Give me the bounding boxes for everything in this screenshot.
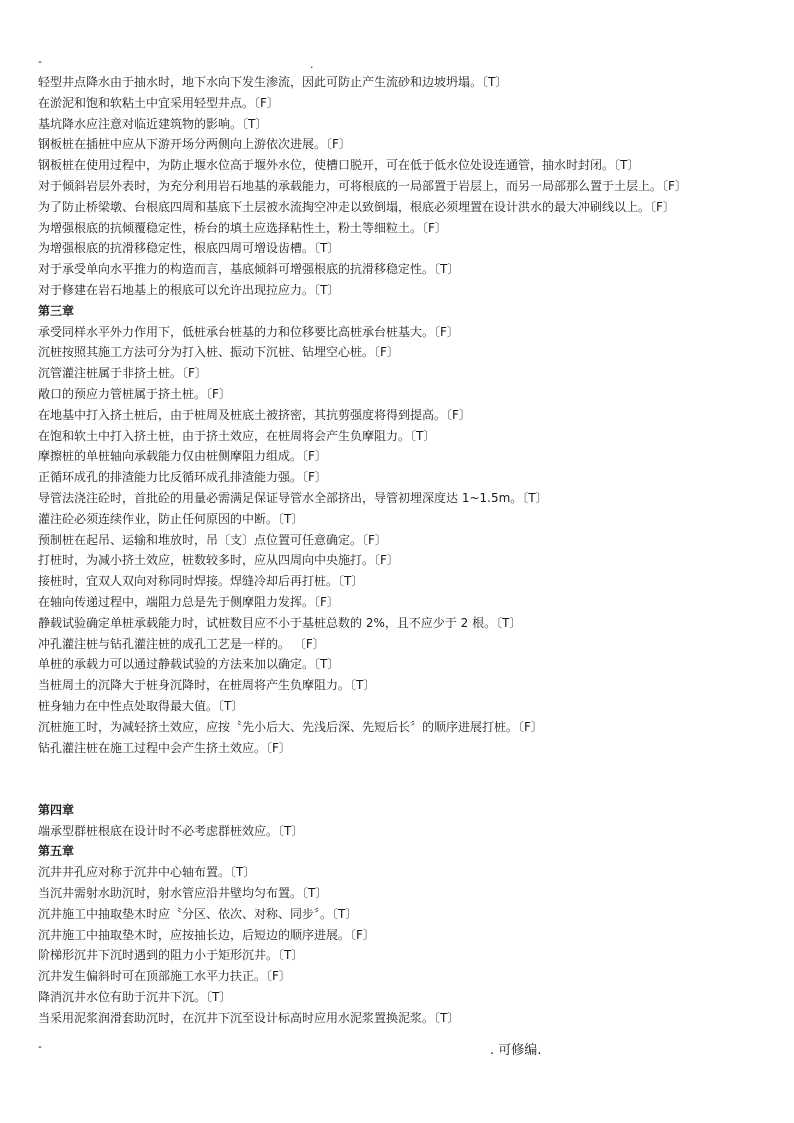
statement-line: 钻孔灌注桩在施工过程中会产生挤土效应。〔F〕 bbox=[38, 740, 291, 755]
statement-line: 降消沉井水位有助于沉井下沉。〔T〕 bbox=[38, 990, 232, 1005]
statement-line: 钢板桩在插桩中应从下游开场分两侧向上游依次进展。〔F〕 bbox=[38, 137, 351, 152]
statement-line: 为增强根底的抗滑移稳定性，根底四周可增设齿槽。〔T〕 bbox=[38, 241, 340, 256]
statement-line: 沉井施工中抽取垫木时，应按抽长边，后短边的顺序进展。〔F〕 bbox=[38, 927, 375, 942]
statement-line: 承受同样水平外力作用下，低桩承台桩基的力和位移要比高桩承台桩基大。〔F〕 bbox=[38, 324, 459, 339]
statement-line: 当采用泥浆润滑套助沉时，在沉井下沉至设计标高时应用水泥浆置换泥浆。〔T〕 bbox=[38, 1010, 460, 1025]
statement-line: 沉井井孔应对称于沉井中心轴布置。〔T〕 bbox=[38, 865, 256, 880]
statement-line: 预制桩在起吊、运输和堆放时，吊〔支〕点位置可任意确定。〔F〕 bbox=[38, 532, 387, 547]
statement-line: 接桩时，宜双人双向对称同时焊接。焊缝冷却后再打桩。〔T〕 bbox=[38, 574, 364, 589]
statement-line: 基坑降水应注意对临近建筑物的影响。〔T〕 bbox=[38, 116, 268, 131]
statement-line: 对于承受单向水平推力的构造而言，基底倾斜可增强根底的抗滑移稳定性。〔T〕 bbox=[38, 262, 460, 277]
statement-line: 导管法浇注砼时，首批砼的用量必需满足保证导管水全部挤出，导管初埋深度达 1~1.5m。〔T〕 bbox=[38, 490, 548, 505]
statement-line: 阶梯形沉井下沉时遇到的阻力小于矩形沉井。〔T〕 bbox=[38, 948, 304, 963]
statement-line: 当桩周土的沉降大于桩身沉降时，在桩周将产生负摩阻力。〔T〕 bbox=[38, 678, 376, 693]
statement-line: 冲孔灌注桩与钻孔灌注桩的成孔工艺是一样的。 〔F〕 bbox=[38, 636, 325, 651]
statement-line: 正循环成孔的排渣能力比反循环成孔排渣能力强。〔F〕 bbox=[38, 470, 327, 485]
header-dot: . bbox=[310, 58, 314, 71]
statement-line: 摩擦桩的单桩轴向承载能力仅由桩侧摩阻力组成。〔F〕 bbox=[38, 449, 327, 464]
chapter-heading: 第三章 bbox=[38, 303, 75, 318]
statement-line: 端承型群桩根底在设计时不必考虑群桩效应。〔T〕 bbox=[38, 823, 304, 838]
statement-line: 为了防止桥梁墩、台根底四周和基底下土层被水流掏空冲走以致倒塌，根底必须埋置在设计洪水的最大冲刷线以上。〔F〕 bbox=[38, 199, 675, 214]
statement-line: 沉桩施工时，为减轻挤土效应，应按〝先小后大、先浅后深、先短后长〞的顺序进展打桩。〔F〕 bbox=[38, 719, 543, 734]
chapter-heading: 第五章 bbox=[38, 844, 75, 859]
document-body bbox=[38, 72, 758, 1029]
statement-line: 对于倾斜岩层外表时，为充分利用岩石地基的承载能力，可将根底的一局部置于岩层上，而另一局部那么置于土层上。〔F〕 bbox=[38, 178, 687, 193]
statement-line: 灌注砼必须连续作业，防止任何原因的中断。〔T〕 bbox=[38, 511, 304, 526]
statement-line: 钢板桩在使用过程中，为防止堰水位高于堰外水位，使槽口脱开，可在低于低水位处设连通管，抽水时封闭。〔T〕 bbox=[38, 158, 640, 173]
statement-line: 在轴向传递过程中，端阻力总是先于侧摩阻力发挥。〔F〕 bbox=[38, 594, 339, 609]
statement-line: 在地基中打入挤土桩后，由于桩周及桩底土被挤密，其抗剪强度将得到提高。〔F〕 bbox=[38, 407, 471, 422]
footer-editable-note: . 可修编. bbox=[490, 1043, 542, 1058]
statement-line: 沉桩按照其施工方法可分为打入桩、振动下沉桩、钻埋空心桩。〔F〕 bbox=[38, 345, 399, 360]
statement-line: 静载试验确定单桩承载能力时，试桩数目应不小于基桩总数的 2%，且不应少于 2 根。〔T〕 bbox=[38, 615, 522, 630]
chapter-heading: 第四章 bbox=[38, 802, 75, 817]
statement-line: 打桩时，为减小挤土效应，桩数较多时，应从四周向中央施打。〔F〕 bbox=[38, 553, 399, 568]
statement-line: 单桩的承载力可以通过静载试验的方法来加以确定。〔T〕 bbox=[38, 657, 340, 672]
statement-line: 沉井发生偏斜时可在顶部施工水平力扶正。〔F〕 bbox=[38, 969, 291, 984]
statement-line: 桩身轴力在中性点处取得最大值。〔T〕 bbox=[38, 698, 244, 713]
statement-line: 轻型井点降水由于抽水时，地下水向下发生渗流，因此可防止产生流砂和边坡坍塌。〔T〕 bbox=[38, 75, 508, 89]
statement-line: 对于修建在岩石地基上的根底可以允许出现拉应力。〔T〕 bbox=[38, 282, 340, 297]
section-spacer bbox=[38, 758, 758, 800]
statement-line: 为增强根底的抗倾覆稳定性，桥台的填土应选择粘性土，粉土等细粒土。〔F〕 bbox=[38, 220, 447, 235]
statement-line: 沉井施工中抽取垫木时应〝分区、依次、对称、同步〞。〔T〕 bbox=[38, 906, 358, 921]
statement-line: 在淤泥和饱和软粘土中宜采用轻型井点。〔F〕 bbox=[38, 95, 279, 110]
statement-line: 敞口的预应力管桩属于挤土桩。〔F〕 bbox=[38, 386, 231, 401]
header-dash: - bbox=[38, 55, 42, 68]
statement-line: 当沉井需射水助沉时，射水管应沿井壁均匀布置。〔T〕 bbox=[38, 886, 328, 901]
statement-line: 在饱和软土中打入挤土桩，由于挤土效应，在桩周将会产生负摩阻力。〔T〕 bbox=[38, 428, 436, 443]
footer-dash: - bbox=[38, 1040, 42, 1053]
statement-line: 沉管灌注桩属于非挤土桩。〔F〕 bbox=[38, 366, 207, 381]
